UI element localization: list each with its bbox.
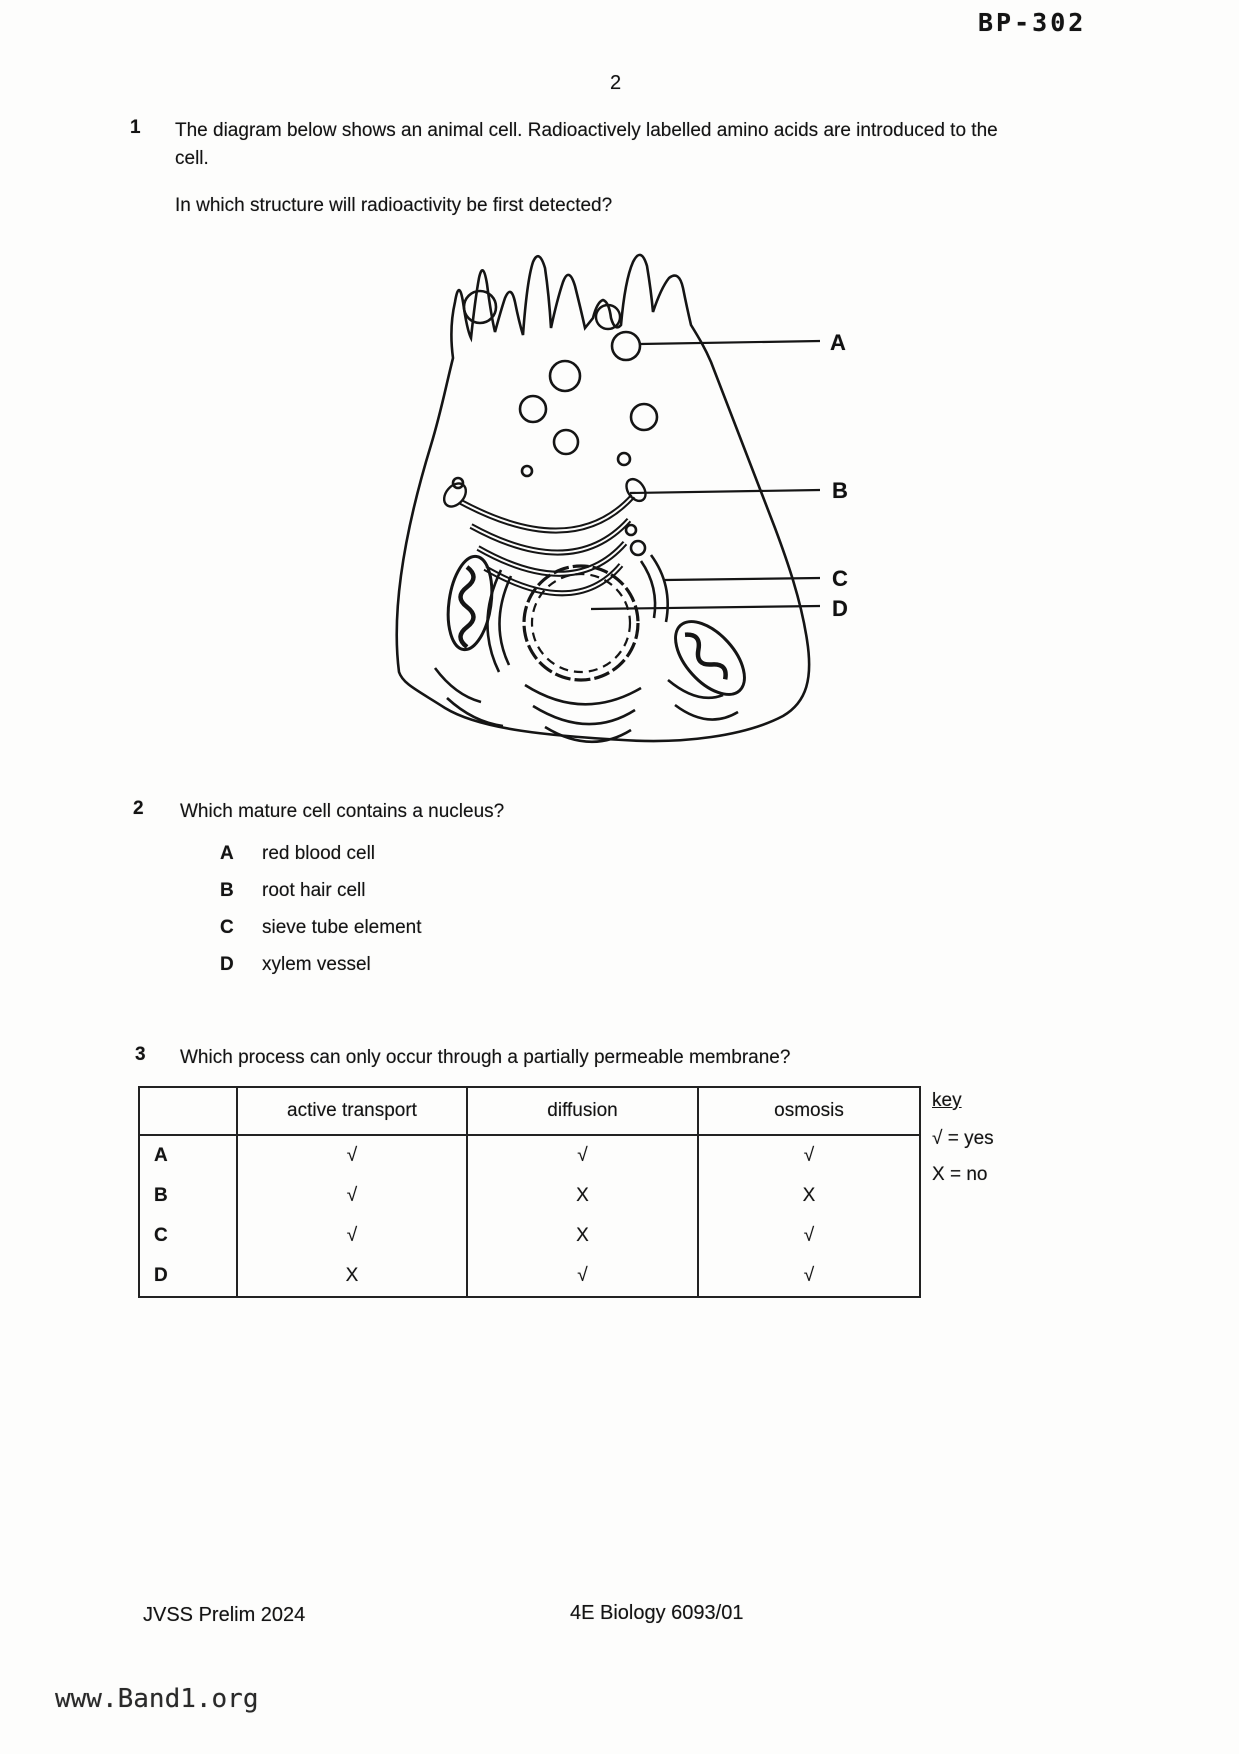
option-text: xylem vessel: [262, 954, 371, 975]
diagram-label-b: B: [832, 478, 848, 503]
footer-subject-code: 4E Biology 6093/01: [570, 1602, 744, 1624]
label-lines: [591, 341, 820, 609]
option-letter: C: [220, 917, 234, 938]
key-title: key: [932, 1090, 962, 1111]
question-1-prompt: In which structure will radioactivity be first detected?: [175, 195, 613, 216]
option-row: [220, 880, 422, 902]
option-row: [220, 917, 422, 939]
option-row: [220, 954, 422, 976]
table-cell: √: [467, 1135, 698, 1176]
option-letter: A: [220, 843, 234, 864]
option-letter: B: [220, 880, 234, 901]
animal-cell-diagram: [383, 240, 873, 750]
table-row: [139, 1216, 920, 1256]
table-row: [139, 1176, 920, 1216]
column-header: diffusion: [467, 1087, 698, 1135]
question-2-prompt: Which mature cell contains a nucleus?: [180, 801, 505, 822]
table-cell: √: [237, 1176, 467, 1216]
table-cell: X: [467, 1176, 698, 1216]
table-cell: X: [237, 1256, 467, 1297]
mitochondrion-right: [663, 609, 758, 707]
table-cell: X: [698, 1176, 920, 1216]
table-row: [139, 1135, 920, 1176]
column-header: active transport: [237, 1087, 467, 1135]
question-1-intro: The diagram below shows an animal cell. Radioactively labelled amino acids are introduced to the cell.: [175, 120, 998, 169]
row-label: B: [139, 1176, 237, 1216]
column-header: osmosis: [698, 1087, 920, 1135]
question-1-number: 1: [130, 117, 141, 138]
option-row: [220, 843, 422, 865]
endoplasmic-reticulum: [435, 555, 738, 742]
nucleus: [524, 566, 638, 680]
option-text: sieve tube element: [262, 917, 422, 938]
question-3-number: 3: [135, 1044, 146, 1065]
table-cell: X: [467, 1216, 698, 1256]
label-line-b: [630, 490, 820, 493]
diagram-label-a: A: [830, 330, 846, 355]
table-cell: √: [698, 1135, 920, 1176]
row-label: A: [139, 1135, 237, 1176]
table-key: [932, 1090, 994, 1200]
table-row: [139, 1256, 920, 1297]
question-2-number: 2: [133, 798, 144, 819]
document-code: BP-302: [978, 8, 1087, 37]
question-2-options: [220, 843, 422, 991]
row-label: C: [139, 1216, 237, 1256]
watermark-url: www.Band1.org: [55, 1684, 259, 1714]
key-item-yes: √ = yes: [932, 1128, 994, 1149]
table-header-row: [139, 1087, 920, 1135]
diagram-label-d: D: [832, 596, 848, 621]
question-3-table: [138, 1086, 921, 1298]
table-cell: √: [237, 1135, 467, 1176]
question-3-prompt: Which process can only occur through a partially permeable membrane?: [180, 1047, 791, 1068]
page-number: 2: [610, 72, 622, 94]
table-corner-cell: [139, 1087, 237, 1135]
row-label: D: [139, 1256, 237, 1297]
table-cell: √: [467, 1256, 698, 1297]
table-cell: √: [698, 1256, 920, 1297]
option-letter: D: [220, 954, 234, 975]
option-text: red blood cell: [262, 843, 376, 864]
label-line-a: [640, 341, 820, 344]
label-line-d: [591, 606, 820, 609]
footer-exam-name: JVSS Prelim 2024: [143, 1604, 306, 1626]
option-text: root hair cell: [262, 880, 366, 901]
diagram-label-c: C: [832, 566, 848, 591]
key-item-no: X = no: [932, 1164, 988, 1185]
table-cell: √: [237, 1216, 467, 1256]
label-line-c: [665, 578, 820, 580]
table-cell: √: [698, 1216, 920, 1256]
